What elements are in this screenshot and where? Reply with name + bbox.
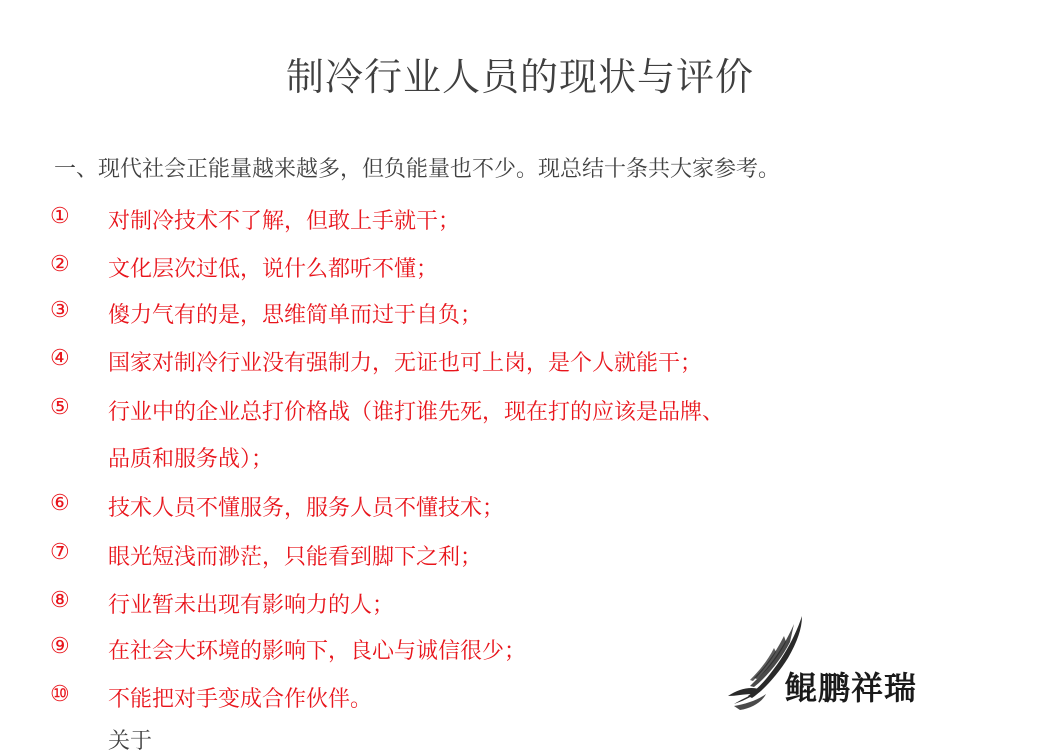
intro-paragraph: 一、现代社会正能量越来越多，但负能量也不少。现总结十条共大家参考。 (54, 157, 781, 182)
item-text: 行业中的企业总打价格战（谁打谁先死，现在打的应该是品牌、 (108, 400, 725, 425)
item-number: ⑥ (50, 491, 70, 516)
item-number: ⑦ (50, 540, 70, 565)
item-text: 文化层次过低，说什么都听不懂； (108, 257, 439, 282)
item-text: 傻力气有的是，思维简单而过于自负； (108, 303, 483, 328)
item-number: ⑨ (50, 634, 70, 659)
item-text: 眼光短浅而渺茫，只能看到脚下之利； (108, 545, 483, 570)
item-number: ③ (50, 298, 70, 323)
item-number: ⑤ (50, 395, 70, 420)
item-text: 行业暂未出现有影响力的人； (108, 593, 395, 618)
item-number: ⑩ (50, 682, 70, 707)
item-text: 对制冷技术不了解，但敢上手就干； (108, 209, 461, 234)
document-title: 制冷行业人员的现状与评价 (285, 55, 754, 99)
item-number: ⑧ (50, 588, 70, 613)
item-text: 不能把对手变成合作伙伴。 (108, 687, 373, 712)
item-text: 技术人员不懂服务，服务人员不懂技术； (108, 496, 505, 521)
item-text: 在社会大环境的影响下，良心与诚信很少； (108, 639, 527, 664)
item-text-continuation: 品质和服务战）； (108, 447, 274, 472)
item-text: 国家对制冷行业没有强制力，无证也可上岗，是个人就能干； (108, 351, 703, 376)
next-section-partial: 关于 (108, 729, 153, 754)
watermark-logo (726, 614, 926, 714)
item-number: ① (50, 204, 70, 229)
watermark-text: 鲲鹏祥瑞 (785, 669, 918, 707)
item-number: ② (50, 252, 70, 277)
item-number: ④ (50, 346, 70, 371)
